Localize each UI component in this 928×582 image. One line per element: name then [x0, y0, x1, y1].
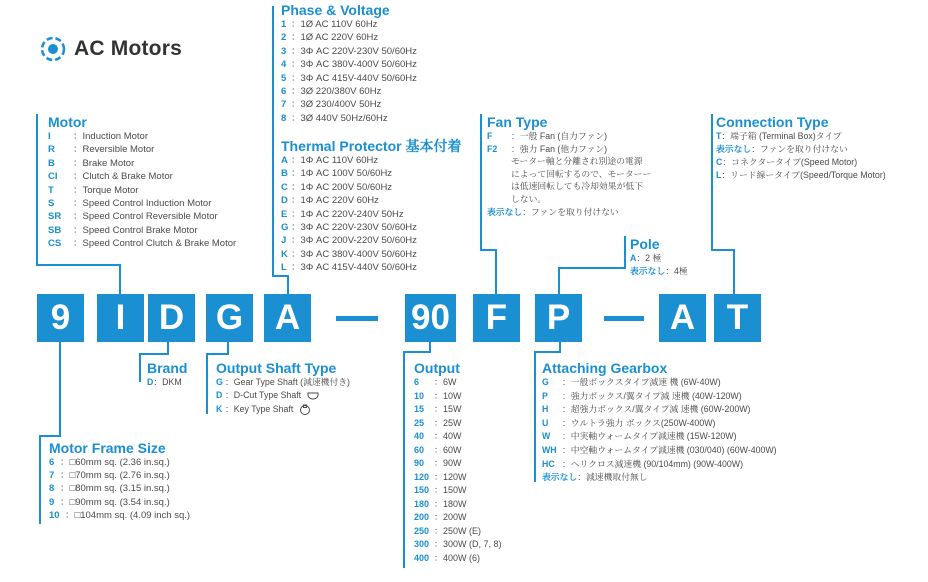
gearbox-section — [542, 360, 777, 485]
list-item: 9 ：□90mm sq. (3.54 in.sq.) — [49, 496, 170, 508]
list-item: CI ：Clutch & Brake Motor — [48, 171, 173, 183]
key-shaft-icon — [298, 404, 312, 416]
list-item: 7 ：□70mm sq. (2.76 in.sq.) — [49, 470, 170, 482]
gearbox-title: Attaching Gearbox — [542, 360, 668, 376]
pole-title: Pole — [630, 236, 660, 252]
brand-logo — [40, 36, 182, 62]
brand-title: AC Motors — [74, 37, 182, 60]
list-item: 1 ：1Ø AC 110V 60Hz — [281, 19, 378, 30]
list-item: P ：強力ボックス/翼タイプ減 速機 (40W-120W) — [542, 390, 742, 401]
connection-list — [716, 130, 886, 182]
pole-list — [630, 252, 688, 278]
list-item: J ：3Φ AC 200V-220V 50/60Hz — [281, 235, 417, 247]
connection-section — [716, 114, 886, 182]
d-cut-shaft-icon — [306, 391, 320, 401]
list-item: SR ：Speed Control Reversible Motor — [48, 211, 218, 223]
code-box-phase: A — [264, 294, 311, 342]
list-item: G ：Gear Type Shaft (減速機付き) — [216, 377, 350, 387]
code-box-brand: D — [148, 294, 195, 342]
code-dash — [336, 316, 378, 321]
list-item: B ：1Φ AC 100V 50/60Hz — [281, 168, 393, 180]
frame-list — [49, 456, 190, 522]
list-item: T ：端子箱 (Terminal Box)タイプ — [716, 131, 842, 141]
fan-list — [487, 130, 651, 218]
code-box-motor: I — [97, 294, 144, 342]
output-section — [414, 360, 502, 565]
list-item: 表示なし ：4極 — [630, 266, 688, 276]
list-item: 5 ：3Φ AC 415V-440V 50/60Hz — [281, 72, 417, 84]
list-item: 8 ：3Ø 440V 50Hz/60Hz — [281, 112, 388, 124]
list-item: 15 ：15W — [414, 404, 462, 414]
motor-title: Motor — [48, 114, 87, 130]
list-item: G ：一般ボックスタイプ減速 機 (6W-40W) — [542, 377, 721, 387]
list-item: 3 ：3Φ AC 220V-230V 50/60Hz — [281, 45, 417, 57]
brand-list — [147, 376, 187, 389]
list-item: D ：DKM — [147, 377, 182, 387]
list-item: 40 ：40W — [414, 431, 462, 441]
shaft-section — [216, 360, 350, 416]
brand-section-title: Brand — [147, 360, 188, 376]
list-item: C ：コネクタータイプ(Speed Motor) — [716, 157, 858, 167]
shaft-title: Output Shaft Type — [216, 360, 337, 376]
list-item: 150 ：150W — [414, 485, 467, 495]
shaft-list — [216, 376, 350, 416]
code-box-fan: F — [473, 294, 520, 342]
list-item: 表示なし ：ファンを取り付けない — [716, 144, 848, 154]
motor-logo-icon — [40, 36, 66, 62]
thermal-section — [281, 138, 461, 275]
list-item: 120 ：120W — [414, 471, 467, 482]
code-box-pole: A — [659, 294, 706, 342]
list-item: K ：3Φ AC 380V-400V 50/60Hz — [281, 248, 417, 260]
list-item: 6 ：6W — [414, 377, 457, 387]
list-item: H ：超強力ボックス/翼タイプ減 速機 (60W-200W) — [542, 404, 751, 415]
list-item: SB ：Speed Control Brake Motor — [48, 224, 198, 236]
fan-section — [487, 114, 651, 218]
list-item: 400 ：400W (6) — [414, 552, 481, 563]
pole-section — [630, 236, 688, 278]
list-item: HC ：ヘリクロス減速機 (90/104mm) (90W-400W) — [542, 458, 744, 469]
list-item: W ：中実軸ウォームタイプ減速機 (15W-120W) — [542, 431, 737, 442]
list-item: 180 ：180W — [414, 498, 467, 509]
list-item: 2 ：1Ø AC 220V 60Hz — [281, 32, 379, 44]
thermal-list — [281, 154, 461, 275]
list-item: L ：リード線ータイプ(Speed/Torque Motor) — [716, 170, 886, 180]
phase-section — [281, 2, 417, 125]
list-item: G ：3Φ AC 220V-230V 50/60Hz — [281, 222, 417, 234]
list-item: 7 ：3Ø 230/400V 50Hz — [281, 99, 382, 111]
phase-list — [281, 18, 417, 125]
list-item: C ：1Φ AC 200V 50/60Hz — [281, 181, 393, 193]
list-item: F ：一般 Fan (自力ファン) — [487, 131, 608, 141]
list-item: D ：1Φ AC 220V 60Hz — [281, 195, 379, 207]
gearbox-note: 表示なし ：減速機取付無し — [542, 472, 648, 483]
list-item: 300 ：300W (D, 7, 8) — [414, 539, 502, 549]
thermal-title: Thermal Protector 基本付着 — [281, 138, 462, 154]
list-item: T ：Torque Motor — [48, 184, 139, 196]
list-item: 90 ：90W — [414, 458, 462, 468]
list-item: 6 ：□60mm sq. (2.36 in.sq.) — [49, 457, 170, 468]
code-box-frame: 9 — [37, 294, 84, 342]
list-item: K ：Key Type Shaft — [216, 403, 350, 416]
gearbox-list — [542, 376, 777, 485]
frame-section — [49, 440, 190, 522]
list-item: WH ：中空軸ウォームタイプ減速機 (030/040) (60W-400W) — [542, 444, 777, 455]
list-item: L ：3Φ AC 415V-440V 50/60Hz — [281, 262, 417, 274]
code-box-output: 90 — [405, 294, 456, 342]
list-item: R ：Reversible Motor — [48, 144, 155, 156]
list-item: U ：ウルトラ強力 ボックス(250W-400W) — [542, 417, 716, 428]
fan-note: 表示なし ：ファンを取り付けない — [487, 206, 619, 217]
list-item: 25 ：25W — [414, 417, 462, 428]
list-item: 10 ：□104mm sq. (4.09 inch sq.) — [49, 509, 191, 521]
connection-title: Connection Type — [716, 114, 829, 130]
fan-title: Fan Type — [487, 114, 548, 130]
list-item: B ：Brake Motor — [48, 157, 135, 169]
list-item: 8 ：□80mm sq. (3.15 in.sq.) — [49, 483, 170, 495]
list-item: 60 ：60W — [414, 444, 462, 455]
list-item: 250 ：250W (E) — [414, 525, 482, 536]
list-item: A ：1Φ AC 110V 60Hz — [281, 155, 379, 166]
list-item: 10 ：10W — [414, 390, 462, 401]
list-item: I ：Induction Motor — [48, 131, 148, 142]
phase-title: Phase & Voltage — [281, 2, 390, 18]
list-item: 6 ：3Ø 220/380V 60Hz — [281, 86, 382, 98]
code-dash — [604, 316, 644, 321]
brand-section — [147, 360, 187, 389]
list-item: 4 ：3Φ AC 380V-400V 50/60Hz — [281, 59, 417, 71]
list-item: F2 ：強力 Fan (他力ファン) — [487, 143, 608, 154]
list-item: A ：2 極 — [630, 253, 662, 263]
motor-list — [48, 130, 236, 251]
code-box-connection: T — [714, 294, 761, 342]
code-box-shaft: G — [206, 294, 253, 342]
output-list — [414, 376, 502, 565]
list-item: CS ：Speed Control Clutch & Brake Motor — [48, 238, 237, 250]
motor-section — [48, 114, 236, 251]
frame-title: Motor Frame Size — [49, 440, 166, 456]
output-title: Output — [414, 360, 460, 376]
list-item: S ：Speed Control Induction Motor — [48, 198, 212, 210]
list-item: D ：D-Cut Type Shaft — [216, 389, 350, 402]
list-item: 200 ：200W — [414, 512, 467, 522]
list-item: E ：1Φ AC 220V-240V 50Hz — [281, 208, 404, 220]
fan-description: モーター軸と分離され別途の電源 によって回転するので、モーターー は低速回転しても冷却効果が低下 しない。 — [511, 156, 652, 204]
code-box-gearbox: P — [535, 294, 582, 342]
